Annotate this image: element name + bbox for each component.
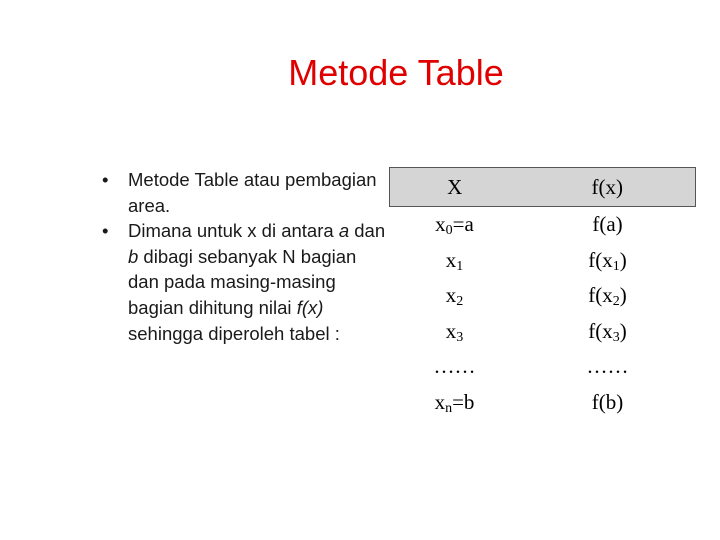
cell-x: $x_1$ (445, 247, 464, 274)
bullet-text: Metode Table atau pembagian area. (128, 169, 377, 216)
bullet-text: dibagi sebanyak N bagian dan pada masing-masing bagian dihitung nilai (128, 245, 357, 318)
cell-x: $x_2$ (445, 283, 464, 310)
cell-fx: $f(x_3)$ (588, 318, 627, 345)
function-fx: f(x) (296, 296, 324, 318)
table-row (390, 314, 696, 350)
bullet-text: dan (349, 220, 386, 242)
table-row (390, 349, 696, 385)
cell-fx: $f(x_2)$ (588, 283, 627, 310)
bullet-item (102, 167, 392, 218)
cell-fx: f(a) (592, 212, 623, 237)
title-area (0, 52, 720, 98)
header-fx: f(x) (520, 168, 696, 207)
cell-x: …… (433, 354, 476, 379)
cell-fx: f(b) (591, 389, 624, 414)
cell-x: $x_3$ (445, 318, 464, 345)
table-header-row (390, 168, 696, 207)
bullet-text: Dimana untuk x di antara (128, 220, 339, 242)
bullet-list (102, 167, 392, 346)
bullet-item (102, 218, 392, 346)
table-row (390, 385, 696, 421)
variable-a: a (338, 220, 350, 242)
table-row (390, 207, 696, 243)
header-x: X (390, 168, 520, 207)
cell-fx: $f(x_1)$ (588, 247, 627, 274)
variable-b: b (128, 245, 139, 267)
slide-title: Metode Table (288, 52, 504, 93)
cell-x: $x_n=b$ (434, 389, 475, 416)
bullet-text: sehingga diperoleh tabel : (128, 322, 340, 344)
values-table (389, 167, 696, 420)
table-row (390, 243, 696, 279)
cell-x: $x_0=a$ (435, 212, 474, 239)
table-row (390, 278, 696, 314)
cell-fx: …… (586, 354, 629, 379)
